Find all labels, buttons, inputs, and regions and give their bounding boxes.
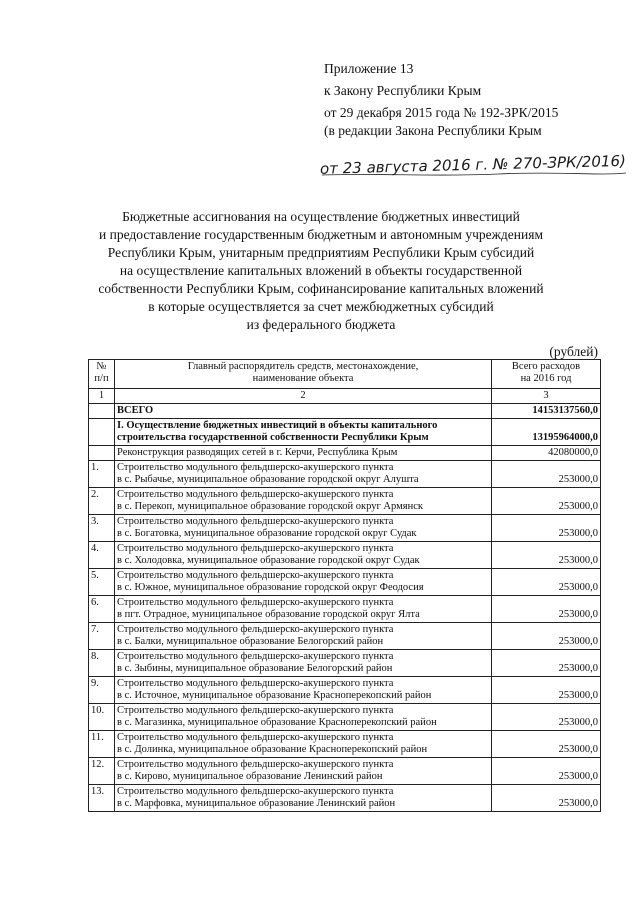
row-name: Реконструкция разводящих сетей в г. Керчи, Республика Крым bbox=[115, 446, 492, 461]
total-num bbox=[89, 404, 115, 419]
row-num: 3. bbox=[89, 515, 115, 542]
table-header-row bbox=[89, 360, 601, 389]
appendix-number: Приложение 13 bbox=[324, 61, 414, 76]
document-header bbox=[324, 62, 624, 142]
units-label: (рублей) bbox=[549, 344, 598, 359]
row-name bbox=[115, 461, 492, 488]
row-num: 6. bbox=[89, 596, 115, 623]
row-amount: 253000,0 bbox=[492, 758, 601, 785]
row-name-line: Строительство модульного фельдшерско-акушерского пункта bbox=[117, 597, 394, 608]
table-row bbox=[89, 488, 601, 515]
row-name bbox=[115, 515, 492, 542]
row-amount: 253000,0 bbox=[492, 488, 601, 515]
row-num: 4. bbox=[89, 542, 115, 569]
row-amount: 253000,0 bbox=[492, 785, 601, 812]
header-num-line: п/п bbox=[94, 373, 109, 384]
row-name-line: в с. Балки, муниципальное образование Белогорский район bbox=[117, 636, 384, 647]
title-line: и предоставление государственным бюджетным и автономным учреждениям bbox=[99, 227, 543, 242]
table-row bbox=[89, 461, 601, 488]
column-number-row bbox=[89, 389, 601, 404]
row-name bbox=[115, 596, 492, 623]
row-name bbox=[115, 623, 492, 650]
row-name-line: в с. Богатовка, муниципальное образование городской округ Судак bbox=[117, 528, 417, 539]
title-line: из федерального бюджета bbox=[246, 317, 396, 332]
header-amount bbox=[492, 360, 601, 389]
document-title bbox=[96, 208, 546, 334]
row-name-line: в с. Кирово, муниципальное образование Ленинский район bbox=[117, 771, 383, 782]
row-amount: 253000,0 bbox=[492, 596, 601, 623]
table-row bbox=[89, 623, 601, 650]
table-row bbox=[89, 785, 601, 812]
row-name bbox=[115, 731, 492, 758]
row-name-line: Строительство модульного фельдшерско-акушерского пункта bbox=[117, 678, 394, 689]
law-date: от 29 декабря 2015 года № 192-ЗРК/2015 bbox=[324, 105, 559, 120]
row-num: 7. bbox=[89, 623, 115, 650]
table-row bbox=[89, 515, 601, 542]
row-num: 8. bbox=[89, 650, 115, 677]
row-num: 12. bbox=[89, 758, 115, 785]
row-num bbox=[89, 446, 115, 461]
section-row bbox=[89, 419, 601, 446]
budget-table bbox=[88, 359, 601, 812]
row-name-line: Строительство модульного фельдшерско-акушерского пункта bbox=[117, 732, 394, 743]
table-row bbox=[89, 446, 601, 461]
row-num: 10. bbox=[89, 704, 115, 731]
row-num: 13. bbox=[89, 785, 115, 812]
row-name bbox=[115, 785, 492, 812]
table-row bbox=[89, 596, 601, 623]
row-amount: 253000,0 bbox=[492, 461, 601, 488]
header-name-line: наименование объекта bbox=[252, 373, 354, 384]
column-number: 2 bbox=[115, 389, 492, 404]
row-name-line: в с. Рыбачье, муниципальное образование городской округ Алушта bbox=[117, 474, 419, 485]
row-num: 9. bbox=[89, 677, 115, 704]
row-name-line: Строительство модульного фельдшерско-акушерского пункта bbox=[117, 462, 394, 473]
table-row bbox=[89, 758, 601, 785]
total-amount: 14153137560,0 bbox=[492, 404, 601, 419]
section-amount: 13195964000,0 bbox=[492, 419, 601, 446]
header-name-line: Главный распорядитель средств, местонахождение, bbox=[187, 361, 419, 372]
row-name bbox=[115, 677, 492, 704]
header-num-line: № bbox=[96, 361, 107, 372]
column-number: 1 bbox=[89, 389, 115, 404]
law-reference: к Закону Республики Крым bbox=[324, 83, 482, 98]
row-amount: 253000,0 bbox=[492, 515, 601, 542]
header-amount-line: Всего расходов bbox=[511, 361, 581, 372]
row-num: 11. bbox=[89, 731, 115, 758]
row-num: 1. bbox=[89, 461, 115, 488]
table-row bbox=[89, 569, 601, 596]
row-name bbox=[115, 758, 492, 785]
row-name-line: в с. Перекоп, муниципальное образование городской округ Армянск bbox=[117, 501, 423, 512]
table-row bbox=[89, 731, 601, 758]
row-num: 5. bbox=[89, 569, 115, 596]
column-number: 3 bbox=[492, 389, 601, 404]
row-name-line: Строительство модульного фельдшерско-акушерского пункта bbox=[117, 489, 394, 500]
row-name-line: Строительство модульного фельдшерско-акушерского пункта bbox=[117, 759, 394, 770]
row-name bbox=[115, 488, 492, 515]
row-amount: 253000,0 bbox=[492, 569, 601, 596]
title-line: на осуществление капитальных вложений в объекты государственной bbox=[119, 263, 523, 278]
total-label: ВСЕГО bbox=[115, 404, 492, 419]
section-title-line: строительства государственной собственности Республики Крым bbox=[117, 432, 429, 443]
row-name-line: в с. Долинка, муниципальное образование Красноперекопский район bbox=[117, 744, 428, 755]
row-name-line: в с. Марфовка, муниципальное образование Ленинский район bbox=[117, 798, 396, 809]
table-row bbox=[89, 677, 601, 704]
row-amount: 253000,0 bbox=[492, 650, 601, 677]
table-row bbox=[89, 650, 601, 677]
row-name-line: в с. Источное, муниципальное образование Красноперекопский район bbox=[117, 690, 432, 701]
row-num: 2. bbox=[89, 488, 115, 515]
row-amount: 253000,0 bbox=[492, 542, 601, 569]
row-name-line: в с. Магазинка, муниципальное образование Красноперекопский район bbox=[117, 717, 437, 728]
row-name-line: Строительство модульного фельдшерско-акушерского пункта bbox=[117, 570, 394, 581]
section-title bbox=[115, 419, 492, 446]
row-name-line: Строительство модульного фельдшерско-акушерского пункта bbox=[117, 786, 394, 797]
row-amount: 42080000,0 bbox=[492, 446, 601, 461]
row-name bbox=[115, 542, 492, 569]
row-name-line: Строительство модульного фельдшерско-акушерского пункта bbox=[117, 516, 394, 527]
handwritten-revision bbox=[318, 146, 630, 190]
row-name-line: Строительство модульного фельдшерско-акушерского пункта bbox=[117, 624, 394, 635]
handwritten-text: от 23 августа 2016 г. № 270-ЗРК/2016) bbox=[319, 151, 626, 178]
table-row bbox=[89, 542, 601, 569]
row-amount: 253000,0 bbox=[492, 731, 601, 758]
section-title-line: I. Осуществление бюджетных инвестиций в объекты капитального bbox=[117, 420, 438, 431]
row-name-line: в с. Холодовка, муниципальное образование городской округ Судак bbox=[117, 555, 420, 566]
row-amount: 253000,0 bbox=[492, 704, 601, 731]
row-name-line: Строительство модульного фельдшерско-акушерского пункта bbox=[117, 651, 394, 662]
title-line: Бюджетные ассигнования на осуществление бюджетных инвестиций bbox=[122, 209, 520, 224]
title-line: в которые осуществляется за счет межбюджетных субсидий bbox=[148, 299, 494, 314]
section-num bbox=[89, 419, 115, 446]
row-name bbox=[115, 704, 492, 731]
row-name-line: Строительство модульного фельдшерско-акушерского пункта bbox=[117, 543, 394, 554]
row-amount: 253000,0 bbox=[492, 677, 601, 704]
header-amount-line: на 2016 год bbox=[520, 373, 572, 384]
row-name-line: в пгт. Отрадное, муниципальное образование городской округ Ялта bbox=[117, 609, 420, 620]
row-name bbox=[115, 650, 492, 677]
revision-note: (в редакции Закона Республики Крым bbox=[324, 123, 542, 138]
table-row bbox=[89, 704, 601, 731]
row-name bbox=[115, 569, 492, 596]
header-num bbox=[89, 360, 115, 389]
title-line: Республики Крым, унитарным предприятиям Республики Крым субсидий bbox=[107, 245, 535, 260]
row-name-line: в с. Зыбины, муниципальное образование Белогорский район bbox=[117, 663, 393, 674]
row-name-line: Строительство модульного фельдшерско-акушерского пункта bbox=[117, 705, 394, 716]
row-amount: 253000,0 bbox=[492, 623, 601, 650]
title-line: собственности Республики Крым, софинансирование капитальных вложений bbox=[98, 281, 544, 296]
total-row bbox=[89, 404, 601, 419]
header-name bbox=[115, 360, 492, 389]
row-name-line: в с. Южное, муниципальное образование городской округ Феодосия bbox=[117, 582, 424, 593]
